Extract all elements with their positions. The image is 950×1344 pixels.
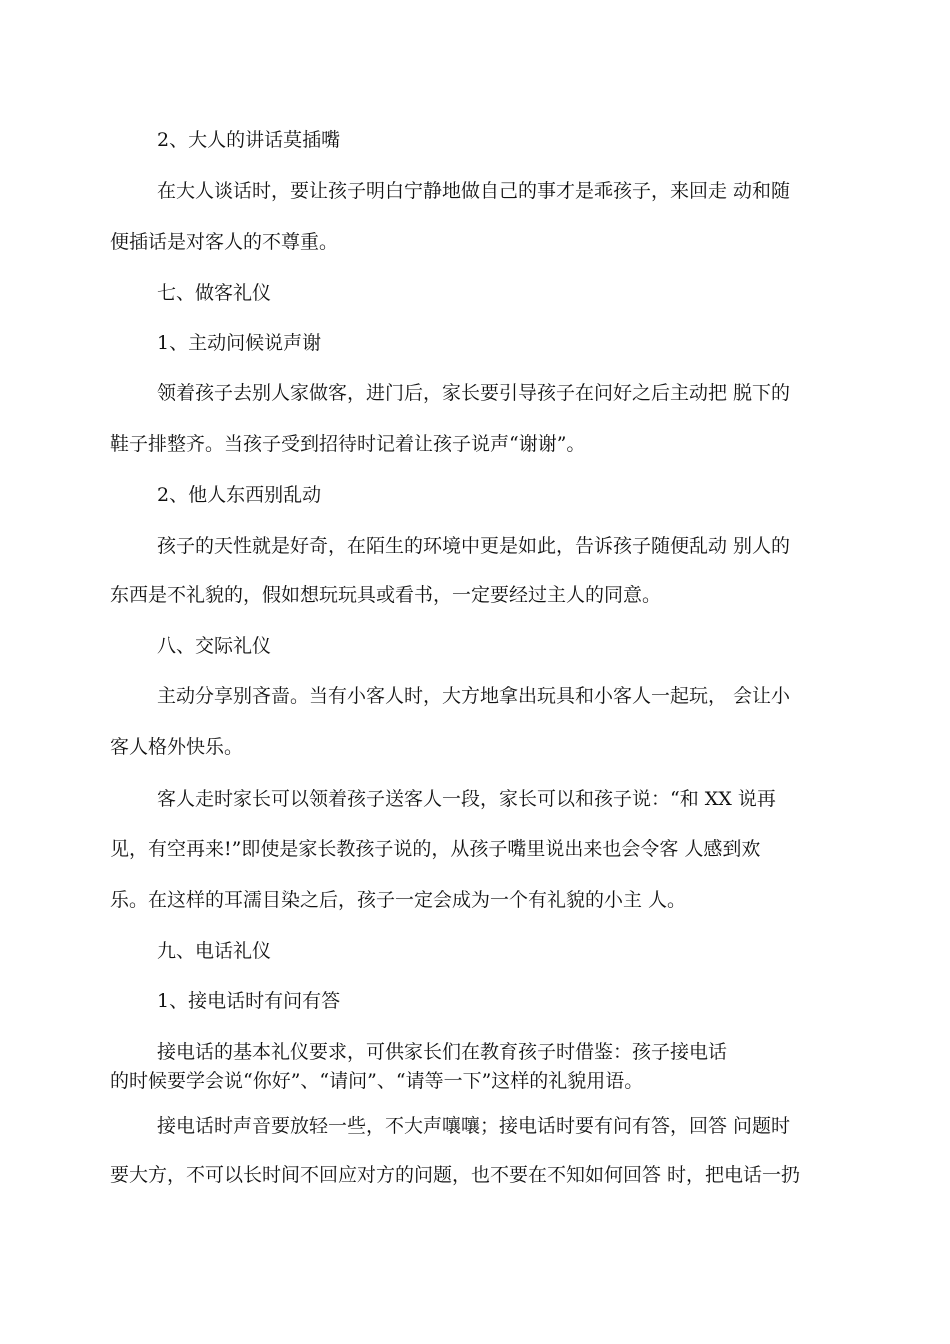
paragraph-line: 主动分享别吝啬。当有小客人时，大方地拿出玩具和小客人一起玩， 会让小 <box>157 685 791 707</box>
section-heading: 1、主动问候说声谢 <box>157 332 322 354</box>
paragraph-line: 客人走时家长可以领着孩子送客人一段，家长可以和孩子说：“和 XX 说再 <box>157 788 776 810</box>
paragraph-line: 要大方，不可以长时间不回应对方的问题，也不要在不知如何回答 时，把电话一扔 <box>110 1164 801 1186</box>
section-heading: 2、他人东西别乱动 <box>157 484 322 506</box>
paragraph-line: 领着孩子去别人家做客，进门后，家长要引导孩子在问好之后主动把 脱下的 <box>157 382 791 404</box>
section-heading: 七、做客礼仪 <box>157 282 272 304</box>
section-heading: 九、电话礼仪 <box>157 940 272 962</box>
paragraph-line: 在大人谈话时，要让孩子明白宁静地做自己的事才是乖孩子，来回走 动和随 <box>157 180 791 202</box>
paragraph-line: 见，有空再来!”即使是家长教孩子说的，从孩子嘴里说出来也会令客 人感到欢 <box>110 838 761 860</box>
section-heading: 2、大人的讲话莫插嘴 <box>157 129 341 151</box>
paragraph-line: 的时候要学会说“你好”、“请问”、“请等一下”这样的礼貌用语。 <box>110 1070 644 1092</box>
paragraph-line: 乐。在这样的耳濡目染之后，孩子一定会成为一个有礼貌的小主 人。 <box>110 889 687 911</box>
paragraph-line: 孩子的天性就是好奇，在陌生的环境中更是如此，告诉孩子随便乱动 别人的 <box>157 535 791 557</box>
paragraph-line: 便插话是对客人的不尊重。 <box>110 231 339 253</box>
paragraph-line: 接电话时声音要放轻一些，不大声嚷嚷；接电话时要有问有答，回答 问题时 <box>157 1115 791 1137</box>
section-heading: 1、接电话时有问有答 <box>157 990 341 1012</box>
paragraph-line: 接电话的基本礼仪要求，可供家长们在教育孩子时借鉴：孩子接电话 <box>157 1041 728 1063</box>
section-heading: 八、交际礼仪 <box>157 635 272 657</box>
paragraph-line: 鞋子排整齐。当孩子受到招待时记着让孩子说声“谢谢”。 <box>110 433 586 455</box>
paragraph-line: 客人格外快乐。 <box>110 736 244 758</box>
paragraph-line: 东西是不礼貌的，假如想玩玩具或看书，一定要经过主人的同意。 <box>110 584 662 606</box>
